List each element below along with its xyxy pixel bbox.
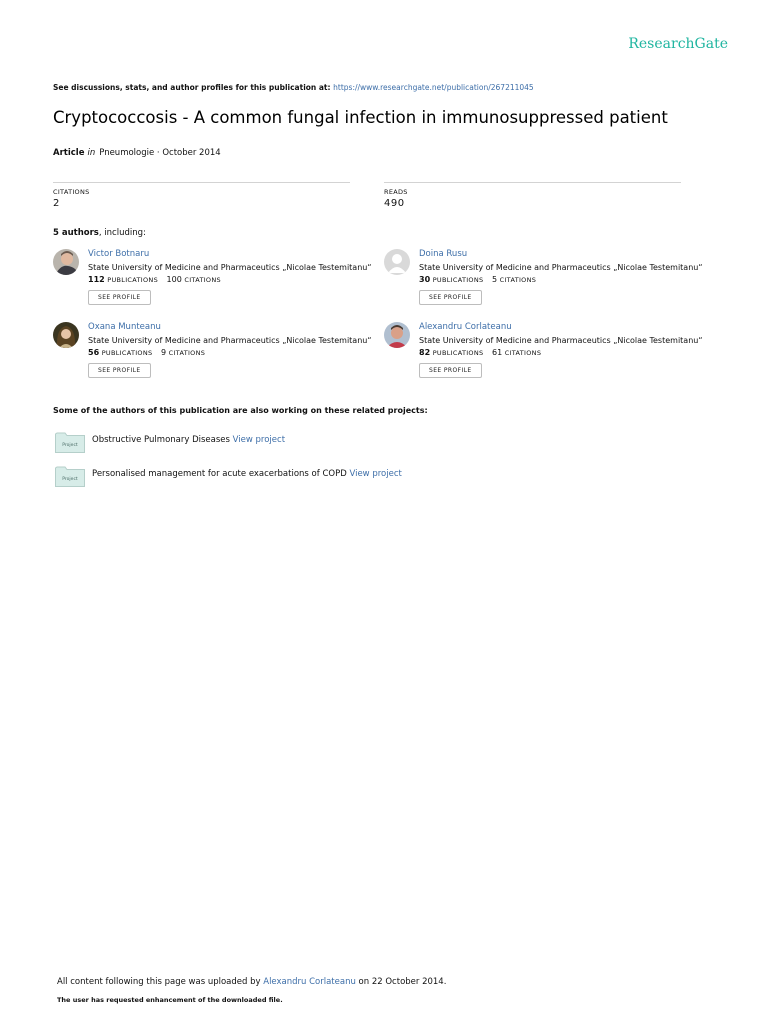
authors-heading xyxy=(53,228,146,238)
researchgate-logo[interactable]: ResearchGate xyxy=(628,36,728,52)
publications-label: PUBLICATIONS xyxy=(107,276,158,284)
publications-label: PUBLICATIONS xyxy=(101,349,153,357)
author-avatar[interactable] xyxy=(53,322,79,348)
see-profile-button[interactable]: SEE PROFILE xyxy=(88,363,151,378)
publications-label: PUBLICATIONS xyxy=(432,276,484,284)
publications-count: 30 xyxy=(419,275,431,284)
see-profile-button[interactable]: SEE PROFILE xyxy=(419,363,482,378)
upload-prefix: All content following this page was uploaded by xyxy=(57,977,264,987)
enhancement-note: The user has requested enhancement of the downloaded file. xyxy=(57,996,283,1004)
reads-stat xyxy=(384,182,681,209)
citations-label: CITATIONS xyxy=(53,188,90,196)
journal-date: Pneumologie · October 2014 xyxy=(99,148,221,158)
project-name: Personalised management for acute exacerbations of COPD xyxy=(92,469,347,479)
citations-label: CITATIONS xyxy=(499,276,537,284)
publications-count: 112 xyxy=(88,275,105,284)
discussion-text: See discussions, stats, and author profiles for this publication at: xyxy=(53,83,334,92)
author-stats xyxy=(419,275,714,284)
upload-line xyxy=(57,977,446,987)
see-profile-button[interactable]: SEE PROFILE xyxy=(419,290,482,305)
reads-value: 490 xyxy=(384,198,405,209)
citations-stat xyxy=(53,182,350,209)
author-affiliation: State University of Medicine and Pharmaceutics „Nicolae Testemitanu“ xyxy=(419,336,703,345)
view-project-link[interactable]: View project xyxy=(349,469,402,479)
citations-label: CITATIONS xyxy=(184,276,221,284)
author-name-link[interactable]: Victor Botnaru xyxy=(88,249,150,259)
citations-count: 9 xyxy=(160,348,167,357)
author-avatar-placeholder[interactable] xyxy=(384,249,410,275)
author-name-link[interactable]: Doina Rusu xyxy=(419,249,468,259)
publications-count: 56 xyxy=(88,348,100,357)
citations-count: 100 xyxy=(166,275,182,284)
publication-title: Cryptococcosis - A common fungal infection in immunosuppressed patient xyxy=(53,108,668,127)
publications-label: PUBLICATIONS xyxy=(432,349,484,357)
project-icon-label: Project xyxy=(62,477,78,482)
citations-count: 5 xyxy=(491,275,498,284)
author-affiliation: State University of Medicine and Pharmaceutics „Nicolae Testemitanu“ xyxy=(88,336,372,345)
publication-meta xyxy=(53,148,221,158)
publications-count: 82 xyxy=(419,348,431,357)
project-name: Obstructive Pulmonary Diseases xyxy=(92,435,230,445)
project-icon-label: Project xyxy=(62,443,78,448)
authors-count: 5 authors xyxy=(53,228,99,238)
author-affiliation: State University of Medicine and Pharmaceutics „Nicolae Testemitanu“ xyxy=(419,263,703,272)
related-projects-heading: Some of the authors of this publication are also working on these related projects: xyxy=(53,406,428,415)
publication-url-link[interactable]: https://www.researchgate.net/publication/267211045 xyxy=(333,83,534,92)
project-folder-icon xyxy=(55,431,85,453)
publication-type: Article xyxy=(53,148,85,158)
project-item xyxy=(53,465,473,491)
reads-label: READS xyxy=(384,188,408,196)
author-stats xyxy=(419,348,714,357)
citations-count: 61 xyxy=(491,348,503,357)
author-name-link[interactable]: Alexandru Corlateanu xyxy=(419,322,512,332)
see-profile-button[interactable]: SEE PROFILE xyxy=(88,290,151,305)
citations-label: CITATIONS xyxy=(504,349,542,357)
citations-label: CITATIONS xyxy=(168,349,206,357)
author-name-link[interactable]: Oxana Munteanu xyxy=(88,322,161,332)
authors-suffix: , including: xyxy=(98,228,146,238)
view-project-link[interactable]: View project xyxy=(232,435,286,445)
project-folder-icon xyxy=(55,465,85,487)
author-avatar[interactable] xyxy=(384,322,410,348)
in-label: in xyxy=(87,148,96,158)
author-stats xyxy=(88,275,383,284)
citations-value: 2 xyxy=(53,198,60,209)
discussion-line xyxy=(53,83,534,92)
author-stats xyxy=(88,348,383,357)
project-item xyxy=(53,431,473,457)
upload-suffix: on 22 October 2014. xyxy=(355,977,447,987)
uploader-link[interactable]: Alexandru Corlateanu xyxy=(263,977,356,987)
author-affiliation: State University of Medicine and Pharmaceutics „Nicolae Testemitanu“ xyxy=(88,263,372,272)
author-avatar[interactable] xyxy=(53,249,79,275)
